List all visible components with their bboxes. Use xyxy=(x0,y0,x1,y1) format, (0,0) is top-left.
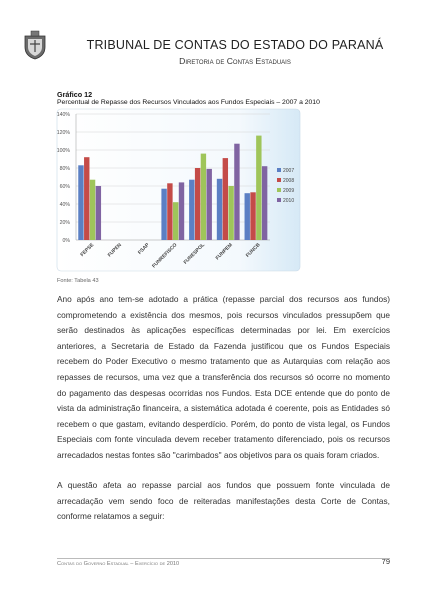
legend-swatch xyxy=(277,198,281,202)
y-tick-label: 0% xyxy=(62,238,70,244)
y-tick-label: 60% xyxy=(59,184,70,190)
bar xyxy=(167,183,172,240)
bar xyxy=(250,192,255,240)
x-tick-label: FUNPEM xyxy=(214,242,234,262)
legend-label: 2010 xyxy=(283,198,295,204)
bar xyxy=(195,168,200,240)
page-number: 79 xyxy=(381,557,390,566)
legend-label: 2008 xyxy=(283,178,295,184)
bar xyxy=(256,136,261,240)
x-tick-label: FEPSE xyxy=(79,242,96,259)
x-tick-label: FUNCB xyxy=(244,242,262,259)
figure-label: Gráfico 12 xyxy=(57,90,93,99)
bar xyxy=(84,157,89,240)
legend-label: 2007 xyxy=(283,168,295,174)
legend-swatch xyxy=(277,168,281,172)
bar xyxy=(161,189,166,240)
x-tick-label: FUNESPOL xyxy=(182,242,207,266)
x-tick-label: FUPEN xyxy=(106,242,123,259)
body-paragraph-1: Ano após ano tem-se adotado a prática (repasse parcial dos recursos aos fundos) comprometendo a existência dos mesmos, pois recursos vinculados pressupõem que serão destinados às aplicações específicas determinadas por lei. Em exercícios anteriores, a Secretaria de Estado da Fazenda justificou que os Fundos Especiais recebem do Poder Executivo o mesmo tratamento que as Autarquias com relação aos repasses de recursos, uma vez que a transferência dos recursos só ocorre no momento do pagamento das despesas ocorridas nos Fundos. Esta DCE entende que do ponto de vista da administração financeira, a sistemática adotada é coerente, pois as Entidades só recebem o que gastam, evitando desperdício. Porém, do ponto de vista legal, os Fundos Especiais com fonte vinculada devem receber tratamento diferenciado, pois os recursos arrecadados nestas fontes são "carimbados" aos objetivos para os quais foram criados. xyxy=(57,294,390,460)
x-tick-label: FUNREFISCO xyxy=(151,242,179,270)
bar xyxy=(223,158,228,240)
bar xyxy=(262,166,267,240)
bar xyxy=(173,202,178,240)
footer-text: Contas do Governo Estadual – Exercício de 2010 xyxy=(57,561,180,567)
bar xyxy=(201,154,206,240)
department-subtitle: Diretoria de Contas Estaduais xyxy=(179,56,291,66)
figure-source: Fonte: Tabela 43 xyxy=(57,278,99,284)
figure-title: Percentual de Repasse dos Recursos Vinculados aos Fundos Especiais – 2007 a 2010 xyxy=(57,99,320,106)
bar xyxy=(96,186,101,240)
bar xyxy=(90,180,95,240)
y-tick-label: 120% xyxy=(56,130,70,136)
body-paragraph-2: A questão afeta ao repasse parcial aos fundos que possuem fonte vinculada de arrecadação vem sendo foco de reiteradas manifestações desta Corte de Contas, conforme relatamos a seguir: xyxy=(57,480,390,522)
bar xyxy=(78,165,83,240)
bar xyxy=(245,193,250,240)
y-tick-label: 100% xyxy=(56,148,70,154)
bar xyxy=(228,186,233,240)
footer-divider xyxy=(57,558,390,559)
bar xyxy=(234,144,239,240)
y-tick-label: 140% xyxy=(56,112,70,118)
legend-label: 2009 xyxy=(283,188,295,194)
y-tick-label: 80% xyxy=(59,166,70,172)
bar xyxy=(179,182,184,240)
x-tick-label: FSAP xyxy=(137,242,151,256)
bar xyxy=(189,180,194,240)
organization-title: TRIBUNAL DE CONTAS DO ESTADO DO PARANÁ xyxy=(86,38,384,52)
y-tick-label: 20% xyxy=(59,220,70,226)
legend-swatch xyxy=(277,178,281,182)
legend-swatch xyxy=(277,188,281,192)
bar xyxy=(207,169,212,240)
bar xyxy=(217,179,222,240)
y-tick-label: 40% xyxy=(59,202,70,208)
bar-chart xyxy=(0,0,432,290)
